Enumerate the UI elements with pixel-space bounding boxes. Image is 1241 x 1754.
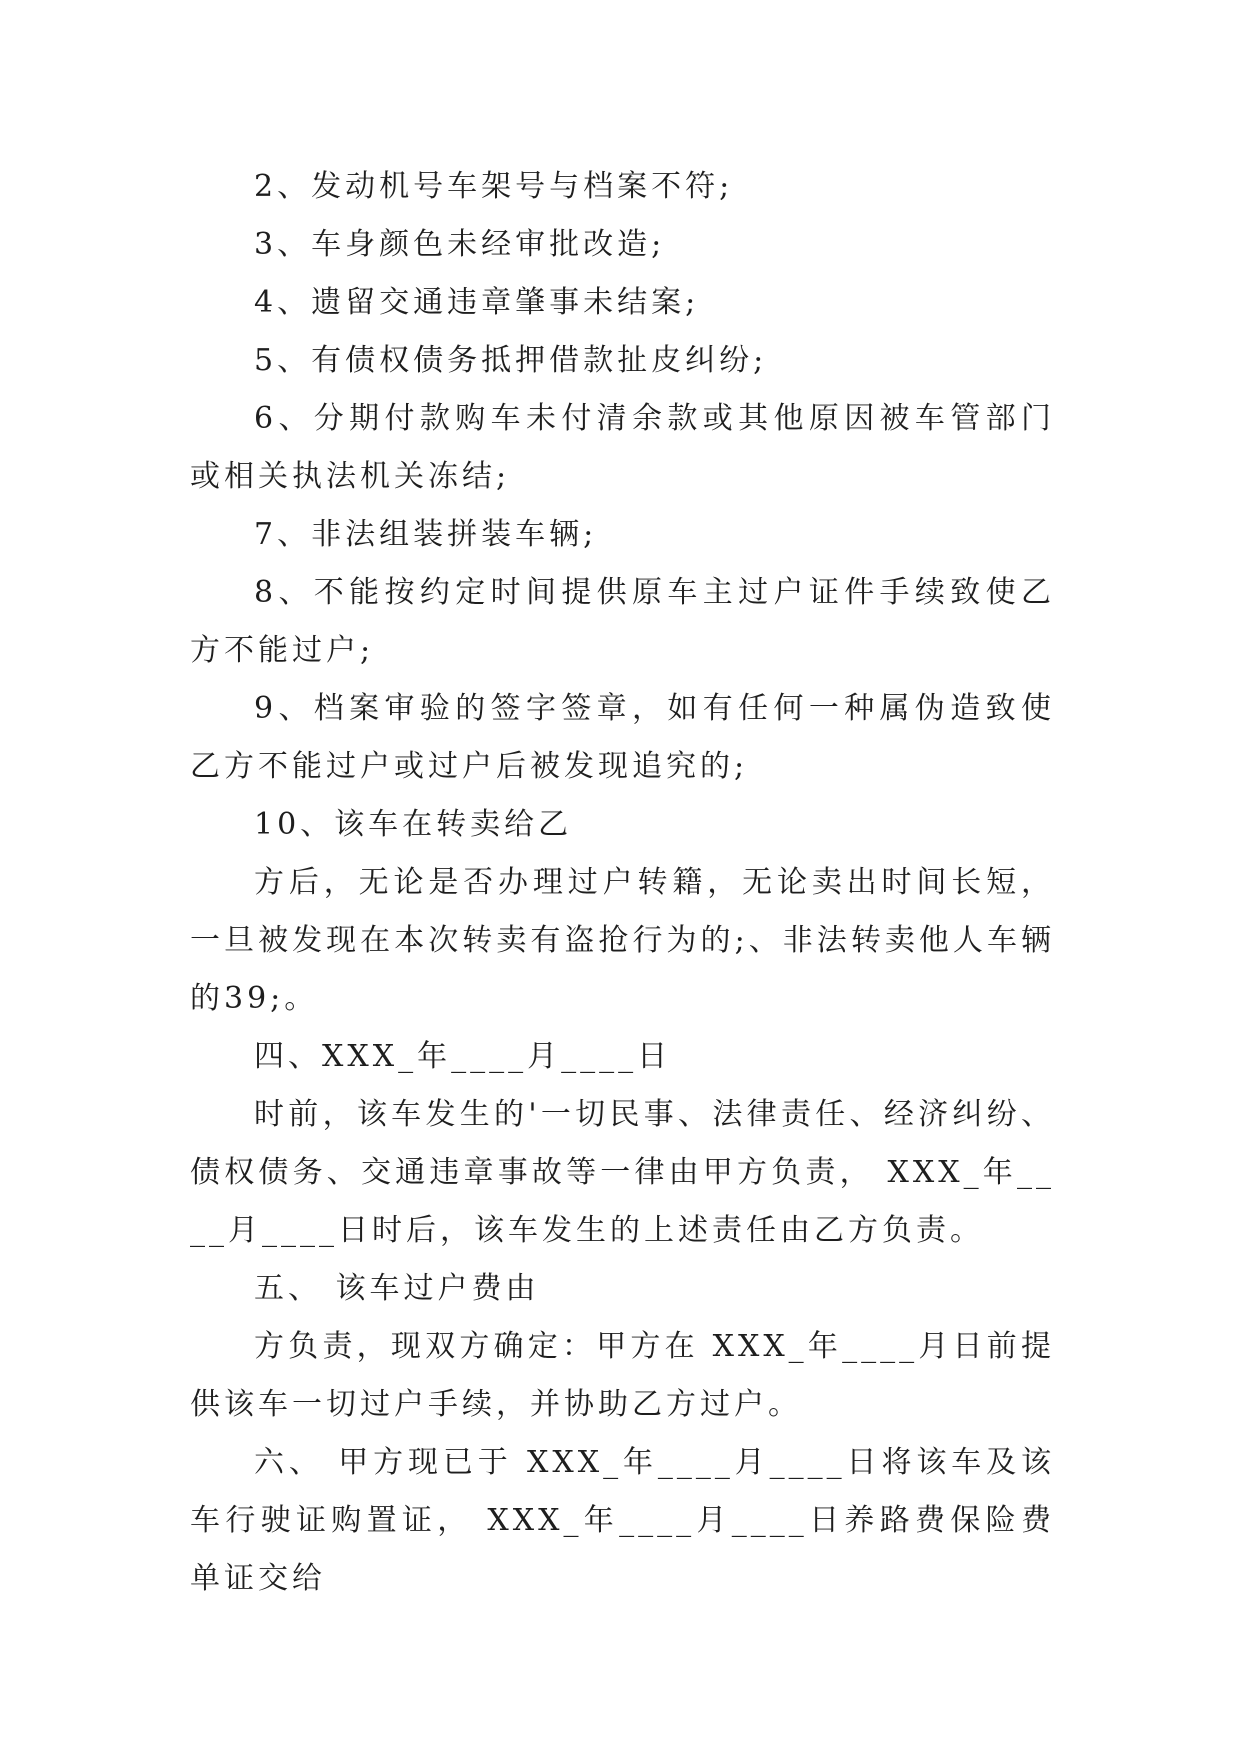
clause-2: 2、发动机号车架号与档案不符;	[254, 169, 734, 204]
clause-6: 6、分期付款购车未付清余款或其他原因被车管部门或相关执法机关冻结;	[190, 401, 1055, 494]
section-5-body: 方负责，现双方确定：甲方在 XXX_年____月日前提供该车一切过户手续，并协助乙方过户。	[190, 1329, 1055, 1422]
section-6-body: 六、 甲方现已于 XXX_年____月____日将该车及该车行驶证购置证， XXX_年____月____日养路费保险费单证交给	[190, 1445, 1055, 1596]
section-4-body: 时前，该车发生的'一切民事、法律责任、经济纠纷、债权债务、交通违章事故等一律由甲方负责， XXX_年____月____日时后，该车发生的上述责任由乙方负责。	[190, 1097, 1055, 1248]
document-body	[190, 158, 1055, 1608]
section-5-heading: 五、 该车过户费由	[254, 1271, 540, 1306]
clause-10: 10、该车在转卖给乙	[254, 807, 573, 842]
clause-4: 4、遗留交通违章肇事未结案;	[254, 285, 700, 320]
clause-5: 5、有债权债务抵押借款扯皮纠纷;	[254, 343, 768, 378]
clause-3: 3、车身颜色未经审批改造;	[254, 227, 666, 262]
clause-7: 7、非法组装拼装车辆;	[254, 517, 598, 552]
clause-9: 9、档案审验的签字签章，如有任何一种属伪造致使乙方不能过户或过户后被发现追究的;	[190, 691, 1055, 784]
clause-8: 8、不能按约定时间提供原车主过户证件手续致使乙方不能过户;	[190, 575, 1055, 668]
section-4-heading: 四、XXX_年____月____日	[254, 1039, 672, 1074]
clause-10-continued: 方后，无论是否办理过户转籍，无论卖出时间长短，一旦被发现在本次转卖有盗抢行为的;、非法转卖他人车辆的39;。	[190, 865, 1055, 1016]
